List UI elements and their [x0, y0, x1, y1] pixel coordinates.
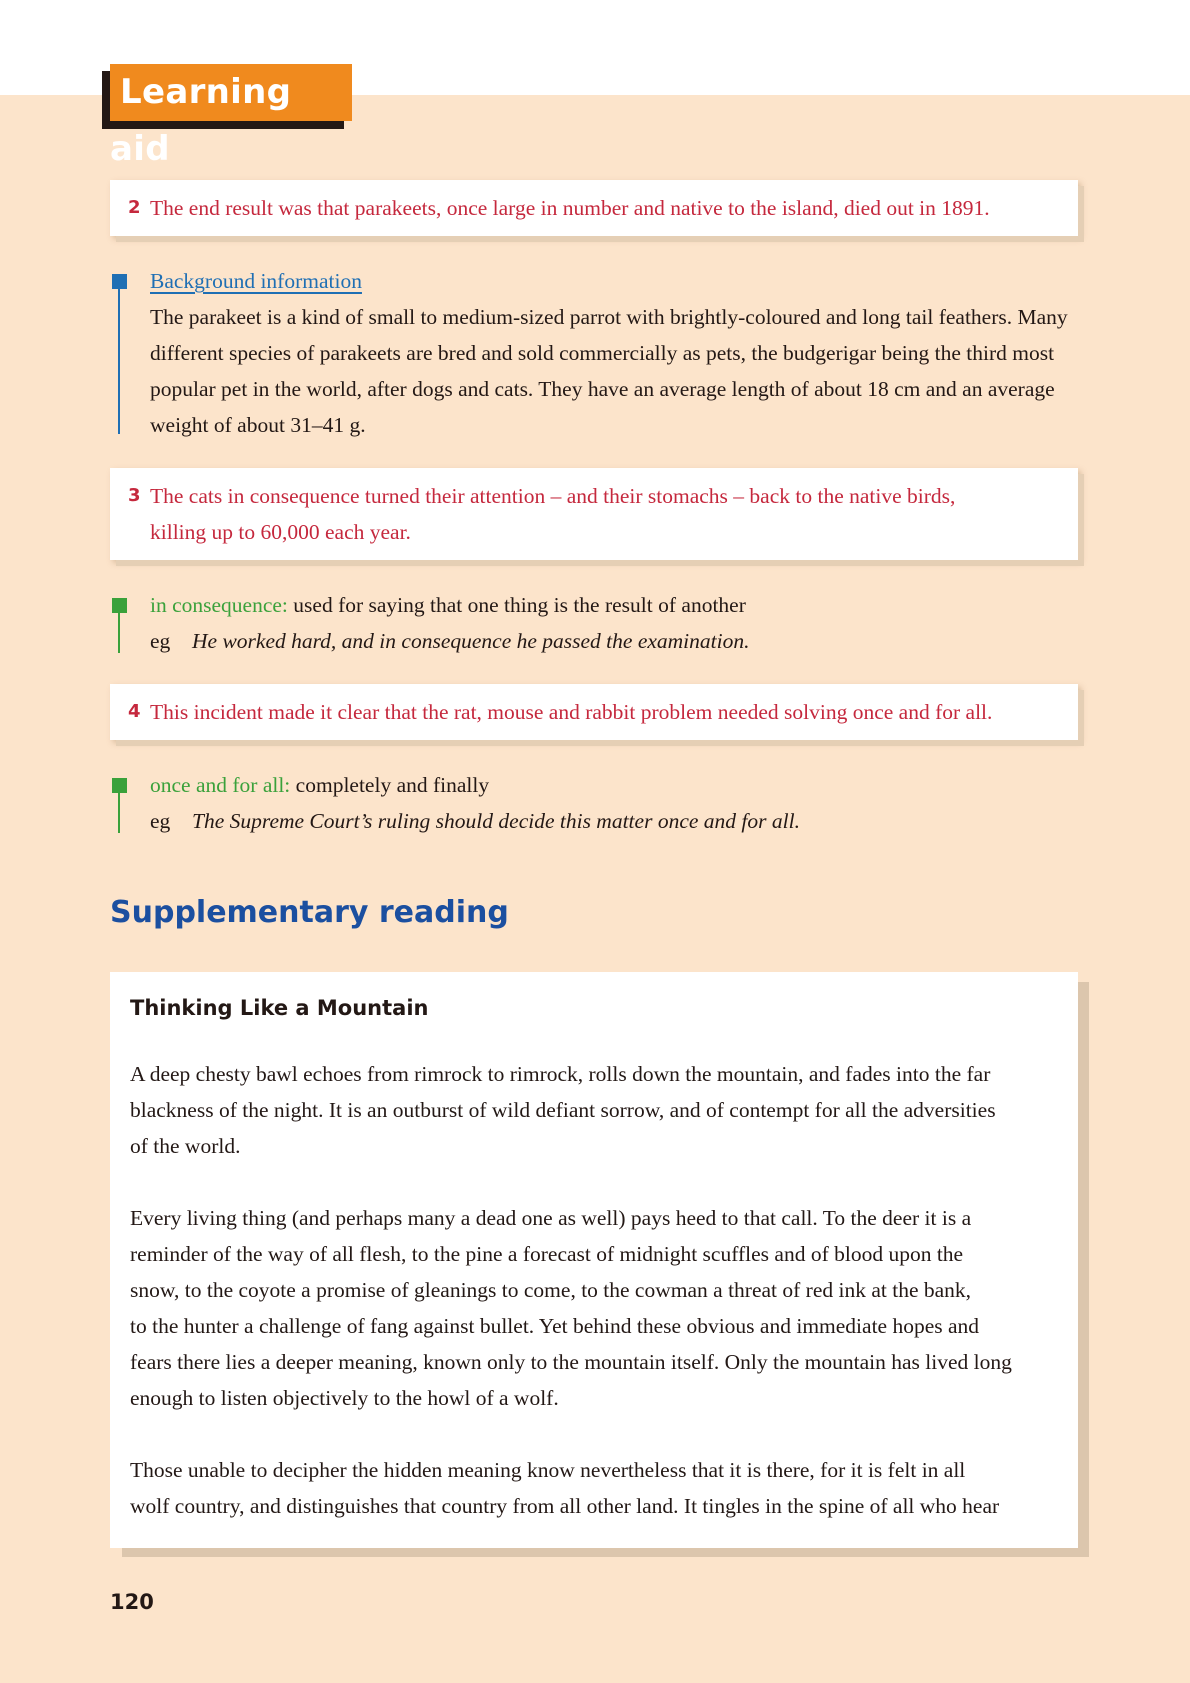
- reading-line: Those unable to decipher the hidden meaning know nevertheless that it is there, for it is felt in all: [130, 1458, 966, 1482]
- sentence-text: The end result was that parakeets, once large in number and native to the island, died out in 1891.: [150, 196, 990, 220]
- vocab-definition-line: [150, 767, 1080, 803]
- eg-label: eg: [150, 629, 171, 653]
- vocab-definition: used for saying that one thing is the result of another: [287, 593, 746, 617]
- background-info-line: different species of parakeets are bred and sold commercially as pets, the budgerigar being the third most: [150, 341, 1055, 365]
- reading-line: of the world.: [130, 1134, 241, 1158]
- vocab-definition-line: [150, 587, 1080, 623]
- reading-line: to the hunter a challenge of fang against bullet. Yet behind these obvious and immediate hopes and: [130, 1314, 980, 1338]
- reading-title: Thinking Like a Mountain: [130, 996, 429, 1020]
- reading-line: fears there lies a deeper meaning, known only to the mountain itself. Only the mountain has lived long: [130, 1350, 1012, 1374]
- learning-aid-tag: Learning aid: [110, 64, 352, 121]
- vocab-example: The Supreme Court’s ruling should decide this matter once and for all.: [192, 809, 800, 833]
- background-info-line: The parakeet is a kind of small to medium-sized parrot with brightly-coloured and long tail feathers. Many: [150, 305, 1068, 329]
- green-square-marker: [112, 598, 127, 613]
- blue-marker-line: [118, 289, 120, 434]
- supplementary-reading-heading: Supplementary reading: [110, 895, 509, 930]
- sentence-box-2: [110, 180, 1078, 236]
- eg-label: eg: [150, 809, 171, 833]
- blue-square-marker: [112, 274, 127, 289]
- vocab-example-line: [150, 623, 1080, 659]
- background-info-line: popular pet in the world, after dogs and cats. They have an average length of about 18 cm and an average: [150, 377, 1055, 401]
- sentence-box-3: [110, 468, 1078, 560]
- vocab-term: once and for all:: [150, 773, 291, 797]
- green-marker-line: [118, 793, 120, 833]
- green-square-marker: [112, 778, 127, 793]
- reading-line: reminder of the way of all flesh, to the pine a forecast of midnight scuffles and of blood upon the: [130, 1242, 964, 1266]
- sentence-number: 3: [128, 485, 141, 506]
- sentence-text: This incident made it clear that the rat, mouse and rabbit problem needed solving once and for all.: [150, 700, 993, 724]
- sentence-text-line: killing up to 60,000 each year.: [150, 520, 411, 544]
- reading-paragraph: [130, 1452, 1058, 1524]
- background-info-title: Background information: [150, 269, 362, 293]
- reading-line: A deep chesty bawl echoes from rimrock to rimrock, rolls down the mountain, and fades into the far: [130, 1062, 991, 1086]
- reading-line: enough to listen objectively to the howl of a wolf.: [130, 1386, 559, 1410]
- background-info: [150, 263, 1080, 443]
- reading-line: wolf country, and distinguishes that country from all other land. It tingles in the spine of all who hear: [130, 1494, 1000, 1518]
- reading-line: Every living thing (and perhaps many a dead one as well) pays heed to that call. To the deer it is a: [130, 1206, 972, 1230]
- sentence-text-line: The cats in consequence turned their attention – and their stomachs – back to the native birds,: [150, 484, 956, 508]
- green-marker-line: [118, 613, 120, 653]
- vocab-example-line: [150, 803, 1080, 839]
- background-info-line: weight of about 31–41 g.: [150, 413, 366, 437]
- reading-paragraph: [130, 1056, 1058, 1164]
- reading-line: snow, to the coyote a promise of gleanings to come, to the cowman a threat of red ink at the bank,: [130, 1278, 972, 1302]
- vocab-definition: completely and finally: [290, 773, 490, 797]
- sentence-number: 4: [128, 701, 141, 722]
- vocab-term: in consequence:: [150, 593, 288, 617]
- page-number: 120: [110, 1590, 154, 1614]
- reading-box: [110, 972, 1078, 1548]
- reading-line: blackness of the night. It is an outburst of wild defiant sorrow, and of contempt for all the adversities: [130, 1098, 996, 1122]
- sentence-box-4: [110, 684, 1078, 740]
- reading-paragraph: [130, 1200, 1058, 1416]
- vocab-entry-once-and-for-all: [150, 767, 1080, 839]
- sentence-number: 2: [128, 197, 141, 218]
- vocab-example: He worked hard, and in consequence he passed the examination.: [192, 629, 750, 653]
- vocab-entry-in-consequence: [150, 587, 1080, 659]
